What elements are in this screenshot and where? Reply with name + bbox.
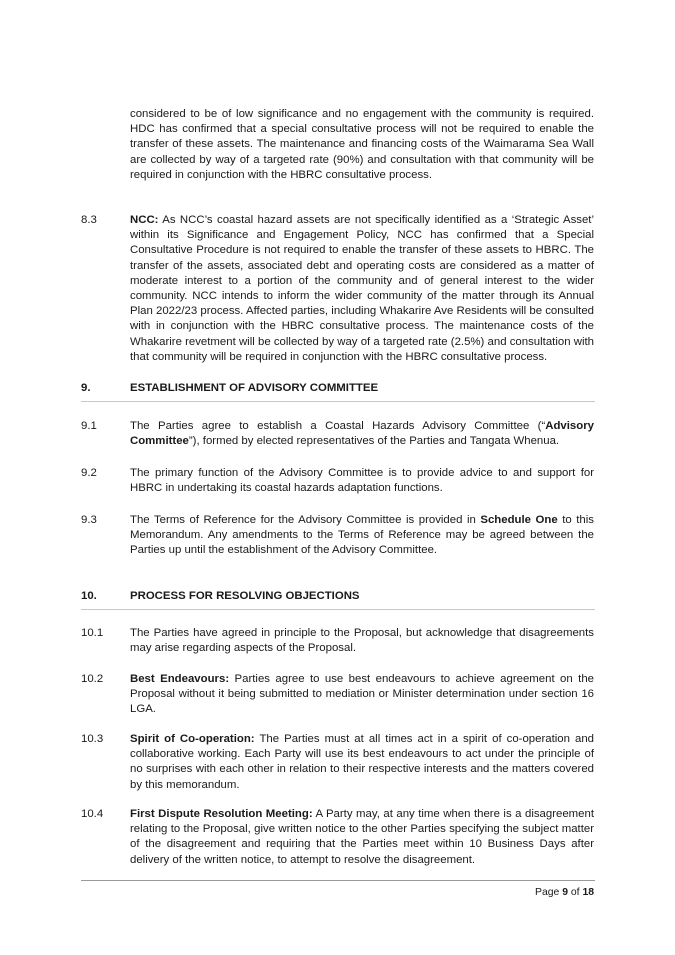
section-title: PROCESS FOR RESOLVING OBJECTIONS [130,590,360,602]
page-number [535,886,594,899]
clause-9-2-body: The primary function of the Advisory Committee is to provide advice to and support for HBRC in undertaking its coastal hazards adaptation functions. [130,467,594,495]
clause-text: As NCC’s coastal hazard assets are not specifically identified as a ‘Strategic Asset’ within its Significance and Engagement Policy, NCC has confirmed that a Special Consultative Procedure is not required to enable the transfer of these assets to HBRC. The transfer of the assets, associated debt and operating costs are considered as a matter of moderate interest to a portion of the community and of general interest to the wider community. NCC intends to inform the wider community of the matter through its Annual Plan 2022/23 process. Affected parties, including Whakarire Ave Residents will be consulted with in conjunction with the HBRC consultative process. The maintenance costs of the Whakarire revetment will be collected by way of a targeted rate (2.5%) and consultation with that community will be required in conjunction with the HBRC consultative process. [130,214,594,363]
clause-term: Schedule One [480,514,558,526]
clause-lead: NCC: [130,214,159,226]
footer-divider [81,880,595,881]
clause-text: to this Memorandum. Any amendments to the Terms of Reference may be agreed between the Parties up until the establishment of the Advisory Committee. [130,514,594,557]
section-divider [81,609,595,610]
clause-term: Advisory Committee [130,420,594,448]
clause-text: A Party may, at any time when there is a disagreement relating to the Proposal, give written notice to the other Parties specifying the subject matter of the disagreement and requiring that the Parties meet within 10 Business Days after delivery of the written notice, to attempt to resolve the disagreement. [130,808,594,866]
section-number: 10. [81,590,97,602]
clause-10-3-body [130,732,594,793]
clause-text: The Terms of Reference for the Advisory Committee is provided in [130,514,481,526]
clause-number: 10.1 [81,627,104,639]
clause-10-2-body [130,672,594,718]
clause-number: 10.3 [81,733,104,745]
clause-text: Parties agree to use best endeavours to achieve agreement on the Proposal without it being submitted to mediation or Minister determination under section 16 LGA. [130,673,594,716]
clause-number: 8.3 [81,214,97,226]
clause-9-3-body [130,513,594,559]
clause-number: 9.3 [81,514,97,526]
clause-text: The Parties agree to establish a Coastal Hazards Advisory Committee (“ [130,420,546,432]
page-total: 18 [582,887,594,898]
clause-10-4-body [130,807,594,868]
clause-text: The Parties must at all times act in a spirit of co-operation and collaborative working. Each Party will use its best endeavours to act under the principle of no surprises with each other in relation to their respective interests and the matters covered by this memorandum. [130,733,595,791]
clause-number: 10.4 [81,808,104,820]
clause-lead: Spirit of Co-operation: [130,733,255,745]
page-label: Page [535,887,563,898]
clause-number: 9.2 [81,467,97,479]
section-title: ESTABLISHMENT OF ADVISORY COMMITTEE [130,382,379,394]
page-current: 9 [562,887,568,898]
clause-9-1-body [130,419,594,449]
page-of-label: of [567,887,583,898]
clause-8-3-body [130,213,594,365]
intro-paragraph: considered to be of low significance and no engagement with the community is required. HDC has confirmed that a special consultative process will not be required to enable the transfer of these assets. The maintenance and financing costs of the Waimarama Sea Wall are collected by way of a targeted rate (90%) and consultation with that community will be required in conjunction with the HBRC consultative process. [130,108,594,181]
section-divider [81,401,595,402]
clause-lead: First Dispute Resolution Meeting: [130,808,313,820]
clause-text: ”), formed by elected representatives of the Parties and Tangata Whenua. [188,435,560,448]
clause-lead: Best Endeavours: [130,673,230,685]
clause-10-1-body: The Parties have agreed in principle to the Proposal, but acknowledge that disagreements may arise regarding aspects of the Proposal. [130,627,594,655]
clause-number: 9.1 [81,420,97,432]
clause-number: 10.2 [81,673,104,685]
section-number: 9. [81,382,91,394]
